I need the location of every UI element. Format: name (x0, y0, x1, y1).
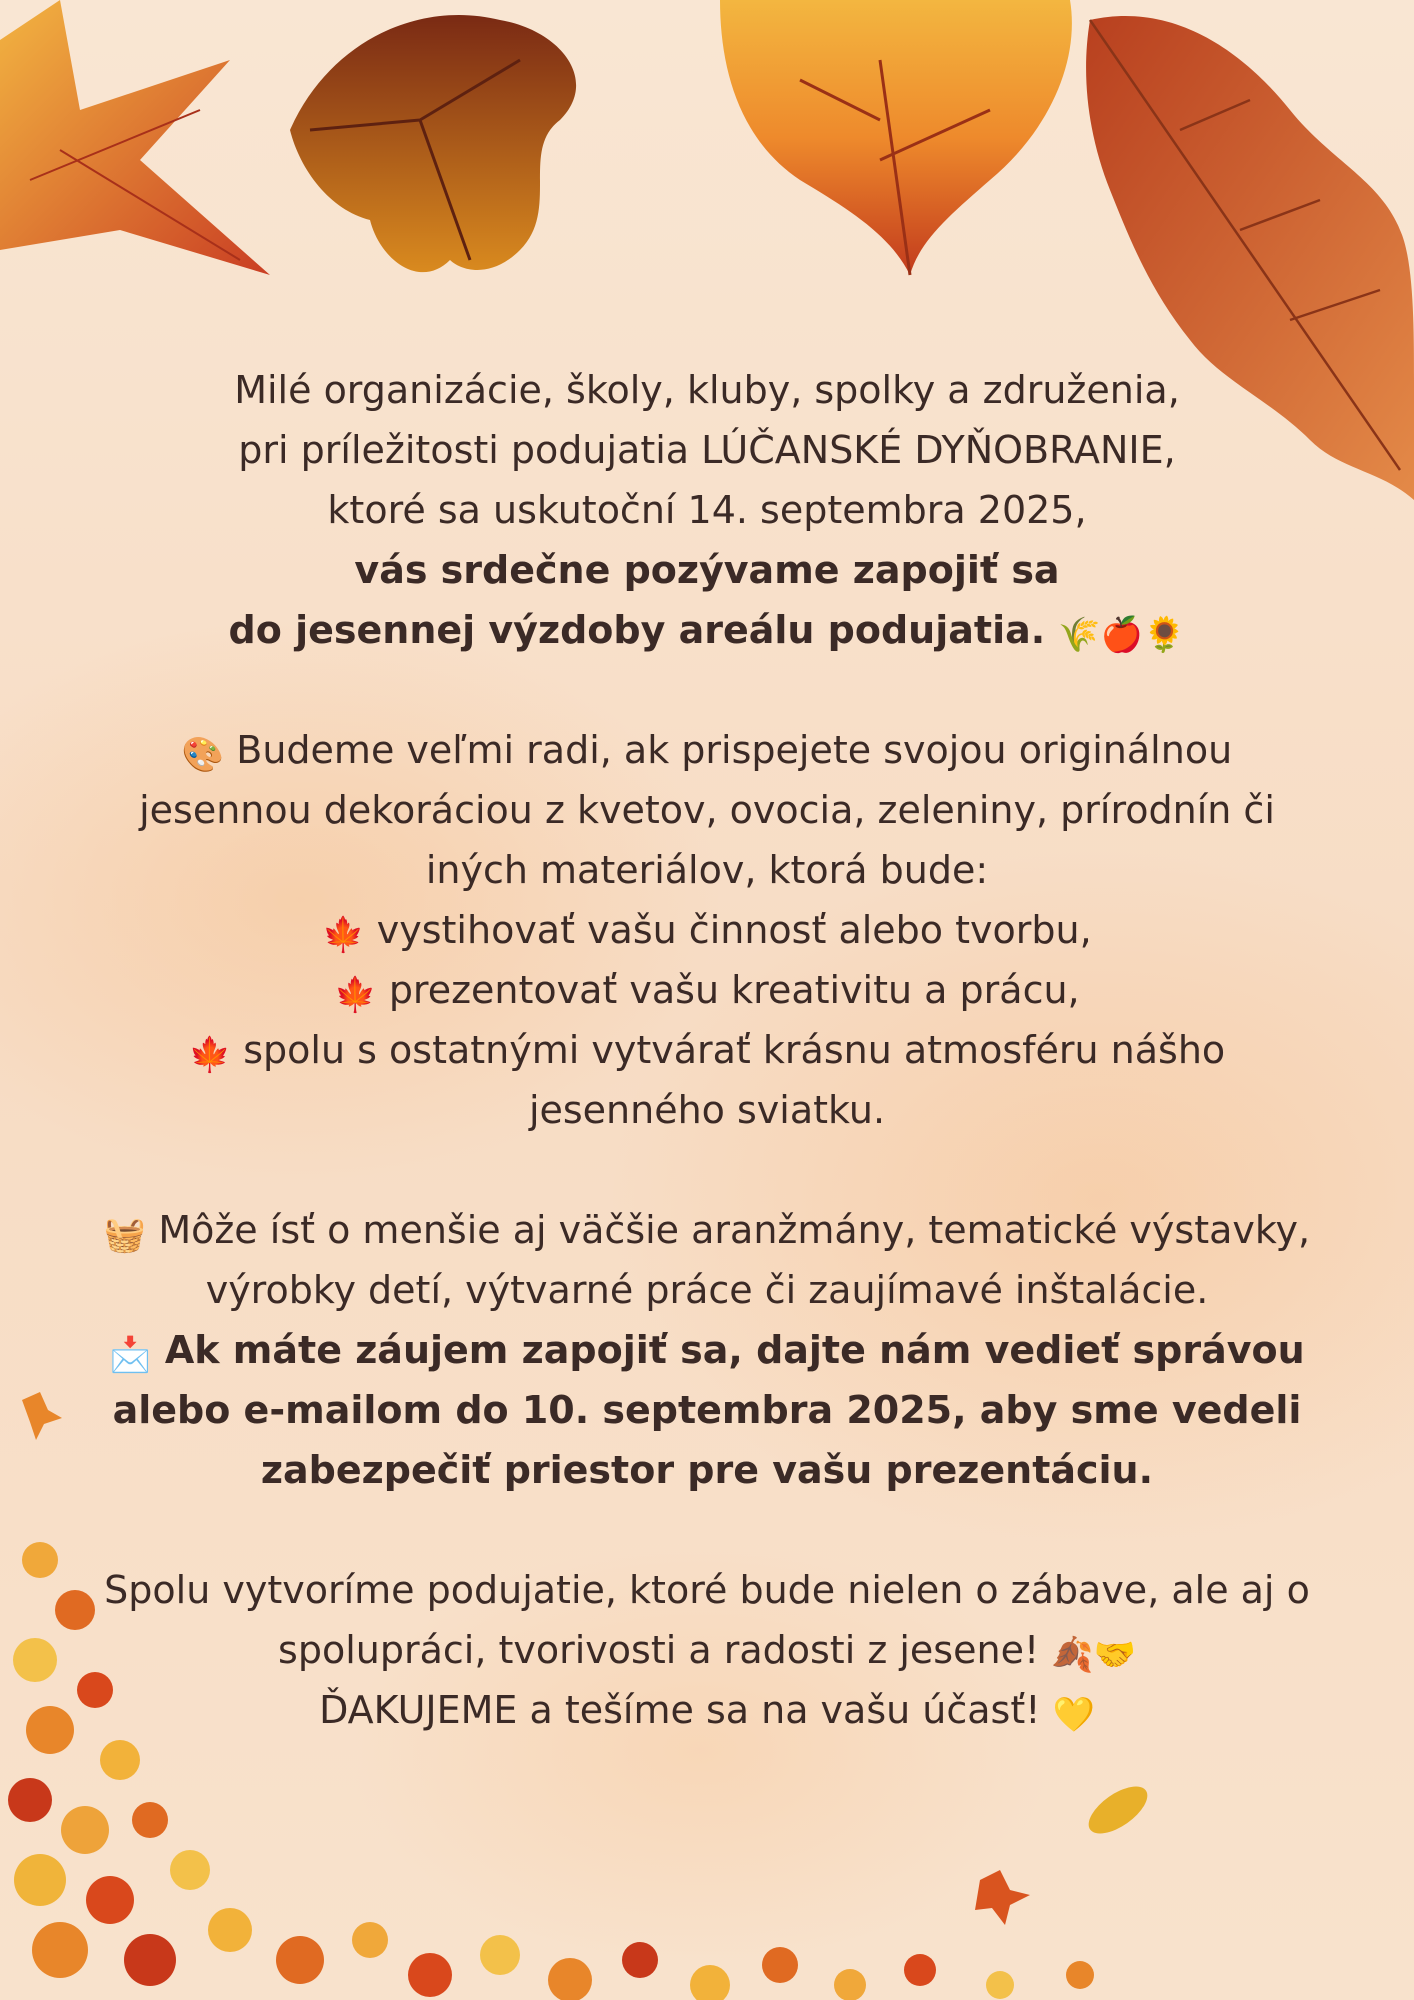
intro-line-1: Milé organizácie, školy, kluby, spolky a združenia, (234, 368, 1180, 412)
bullet-1-row (90, 900, 1324, 960)
bullet-1: vystihovať vašu činnosť alebo tvorbu, (376, 908, 1092, 952)
leaves-handshake-icon: 🍂🤝 (1051, 1635, 1136, 1675)
intro-line-5: do jesennej výzdoby areálu podujatia. (228, 608, 1046, 652)
maple-leaf-icon: 🍁 (322, 915, 365, 955)
bullet-3: spolu s ostatnými vytvárať krásnu atmosféru nášho (243, 1028, 1226, 1072)
three-lobed-leaf (290, 15, 576, 272)
details-bold-1: Ak máte záujem zapojiť sa, dajte nám vedieť správou (164, 1328, 1305, 1372)
maple-leaf-top-left (0, 0, 270, 275)
palette-icon: 🎨 (181, 735, 225, 775)
small-leaf-right (1081, 1777, 1155, 1842)
request-line-1-row (90, 720, 1324, 780)
yellow-heart-icon: 💛 (1052, 1695, 1095, 1735)
details-line-2: výrobky detí, výtvarné práce či zaujímavé inštalácie. (205, 1268, 1209, 1312)
intro-line-3: ktoré sa uskutoční 14. septembra 2025, (327, 488, 1087, 532)
small-maple-bottom (975, 1870, 1030, 1925)
bullet-2: prezentovať vašu kreativitu a prácu, (388, 968, 1080, 1012)
invitation-text (90, 360, 1324, 1740)
basket-icon: 🧺 (103, 1215, 147, 1255)
request-line-2: jesennou dekoráciou z kvetov, ovocia, zeleniny, prírodnín či (139, 788, 1275, 832)
details-bold-1-row (90, 1320, 1324, 1380)
intro-line-5-row (90, 600, 1324, 660)
details-bold-2: alebo e-mailom do 10. septembra 2025, aby sme vedeli (112, 1388, 1302, 1432)
bullet-3-row (90, 1020, 1324, 1080)
wheat-apple-sunflower-icon: 🌾🍎🌻 (1058, 615, 1186, 655)
details-line-1-row (90, 1200, 1324, 1260)
maple-leaf-icon: 🍁 (334, 975, 377, 1015)
envelope-icon: 📩 (109, 1335, 152, 1375)
intro-line-2: pri príležitosti podujatia LÚČANSKÉ DYŇOBRANIE, (238, 428, 1176, 472)
closing-line-1: Spolu vytvoríme podujatie, ktoré bude nielen o zábave, ale aj o (104, 1568, 1310, 1612)
details-line-1: Môže ísť o menšie aj väčšie aranžmány, tematické výstavky, (158, 1208, 1311, 1252)
request-line-3: iných materiálov, ktorá bude: (425, 848, 989, 892)
intro-line-4: vás srdečne pozývame zapojiť sa (354, 548, 1060, 592)
closing-line-2-row (90, 1620, 1324, 1680)
closing-line-2: spolupráci, tvorivosti a radosti z jesene! (278, 1628, 1040, 1672)
bullet-2-row (90, 960, 1324, 1020)
closing-line-3: ĎAKUJEME a tešíme sa na vašu účasť! (319, 1688, 1041, 1732)
closing-line-3-row (90, 1680, 1324, 1740)
small-leaf-left (22, 1392, 62, 1440)
bullet-3-continuation: jesenného sviatku. (528, 1088, 886, 1132)
heart-leaf-top (720, 0, 1072, 275)
maple-leaf-icon: 🍁 (188, 1035, 232, 1075)
request-line-1: Budeme veľmi radi, ak prispejete svojou originálnou (236, 728, 1233, 772)
details-bold-3: zabezpečiť priestor pre vašu prezentáciu. (260, 1448, 1154, 1492)
